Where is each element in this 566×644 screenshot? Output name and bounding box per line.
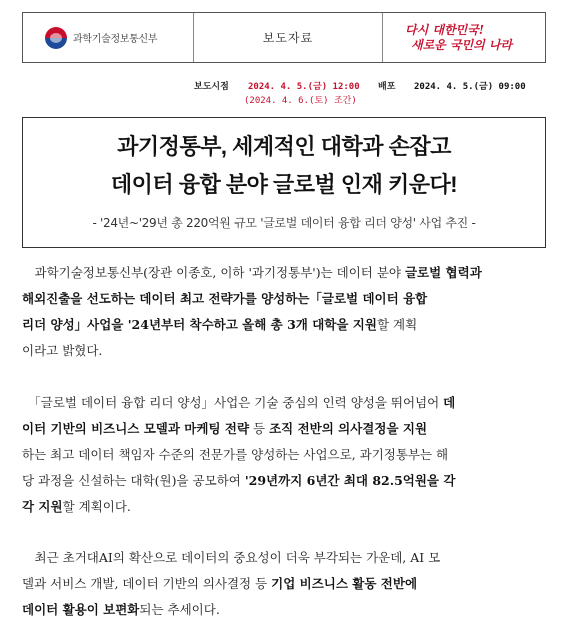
embargo-label: 보도시점 bbox=[194, 82, 229, 92]
paragraph-line: 당 과정을 신설하는 대학(원)을 공모하여 '29년까지 6년간 최대 82.5억원을 각 bbox=[22, 473, 456, 488]
paragraph-line: 델과 서비스 개발, 데이터 기반의 의사결정 등 기업 비즈니스 활동 전반에 bbox=[22, 576, 418, 591]
headline-box bbox=[22, 117, 546, 248]
paragraph-line: 데이터 활용이 보편화되는 추세이다. bbox=[22, 602, 220, 617]
slogan-line-2: 새로운 국민의 나라 bbox=[411, 37, 513, 52]
slogan-line-1: 다시 대한민국! bbox=[405, 22, 484, 37]
paragraph-line: 「글로벌 데이터 융합 리더 양성」사업은 기술 중심의 인력 양성을 뛰어넘어 데 bbox=[22, 395, 456, 410]
distribution-label: 배포 bbox=[378, 82, 396, 92]
body-paragraph-3 bbox=[22, 545, 546, 623]
ministry-name: 과학기술정보통신부 bbox=[73, 34, 158, 45]
paragraph-line: 리더 양성」사업을 '24년부터 착수하고 올해 총 3개 대학을 지원할 계획 bbox=[22, 317, 418, 332]
body-paragraph-2 bbox=[22, 390, 546, 520]
government-slogan bbox=[383, 13, 545, 62]
embargo-subdate: (2024. 4. 6.(토) 조간) bbox=[244, 96, 357, 106]
release-info bbox=[22, 76, 546, 112]
distribution-date: 2024. 4. 5.(금) 09:00 bbox=[414, 82, 526, 92]
headline-line-2: 데이터 융합 분야 글로벌 인재 키운다! bbox=[110, 172, 458, 197]
paragraph-line: 과학기술정보통신부(장관 이종호, 이하 '과기정통부')는 데이터 분야 글로벌 협력과 bbox=[22, 265, 482, 280]
paragraph-line: 하는 최고 데이터 책임자 수준의 전문가를 양성하는 사업으로, 과기정통부는 해 bbox=[22, 447, 449, 462]
embargo-date: 2024. 4. 5.(금) 12:00 bbox=[248, 82, 360, 92]
paragraph-line: 각 지원할 계획이다. bbox=[22, 499, 131, 514]
paragraph-line: 최근 초거대AI의 확산으로 데이터의 중요성이 더욱 부각되는 가운데, AI 모 bbox=[22, 550, 441, 565]
body-paragraph-1 bbox=[22, 260, 546, 364]
headline-subtitle: - '24년~'29년 총 220억원 규모 '글로벌 데이터 융합 리더 양성' 사업 추진 - bbox=[92, 216, 476, 230]
ministry-logo bbox=[23, 13, 193, 62]
taegeuk-emblem-icon bbox=[45, 27, 67, 49]
doc-type-label: 보도자료 bbox=[193, 13, 383, 62]
headline-line-1: 과기정통부, 세계적인 대학과 손잡고 bbox=[117, 134, 451, 159]
paragraph-line: 이라고 밝혔다. bbox=[22, 343, 103, 358]
press-release-header bbox=[22, 12, 546, 63]
paragraph-line: 해외진출을 선도하는 데이터 최고 전략가를 양성하는「글로벌 데이터 융합 bbox=[22, 291, 428, 306]
paragraph-line: 이터 기반의 비즈니스 모델과 마케팅 전략 등 조직 전반의 의사결정을 지원 bbox=[22, 421, 428, 436]
